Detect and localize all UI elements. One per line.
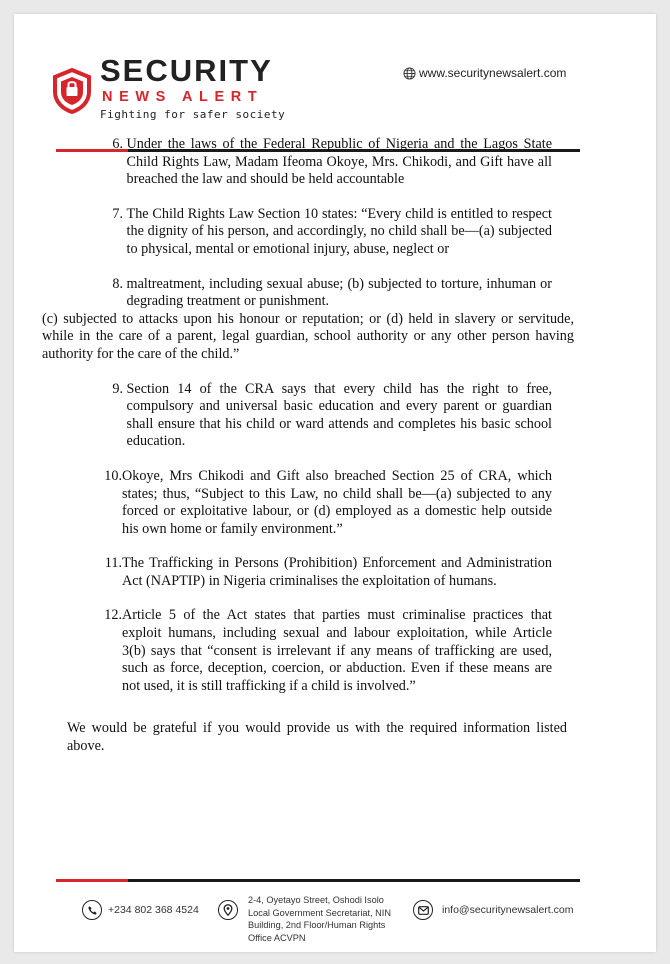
footer-divider	[56, 879, 580, 882]
address-line: 2-4, Oyetayo Street, Oshodi Isolo	[248, 895, 384, 905]
item-number: 10.	[104, 467, 122, 484]
item-number: 8.	[112, 275, 123, 292]
item-text: Section 14 of the CRA says that every child has the right to free, compulsory and universal basic education and every parent or guardian shall ensure that his child or ward attends and completes his basic school education.	[126, 380, 552, 450]
shield-logo-icon	[52, 68, 92, 114]
list-item	[82, 555, 552, 590]
closing-paragraph: We would be grateful if you would provide us with the required information listed above.	[67, 720, 567, 755]
item-number: 11.	[104, 555, 122, 572]
item-continuation: (c) subjected to attacks upon his honour or reputation; or (d) held in slavery or servitude, while in the care of a parent, legal guardian, school authority or any other person having authority for the care of the child.”	[42, 310, 574, 362]
website-link[interactable]	[403, 66, 566, 80]
item-text: Okoye, Mrs Chikodi and Gift also breached Section 25 of CRA, which states; thus, “Subject to this Law, no child shall be—(a) subjected to any forced or exploitative labour, or (d) employed as a domestic help outside his own home or family environment.”	[122, 467, 552, 537]
address-line: Local Government Secretariat, NIN	[248, 907, 391, 918]
list-item	[82, 136, 552, 189]
item-text: The Child Rights Law Section 10 states: “Every child is entitled to respect the dignity of his person, and accordingly, no child shall be—(a) subjected to physical, mental or emotional injury, abuse, neglect or	[126, 205, 552, 257]
item-number: 12.	[104, 607, 122, 624]
item-text: Under the laws of the Federal Republic of Nigeria and the Lagos State Child Rights Law, Madam Ifeoma Okoye, Mrs. Chikodi, and Gift have all breached the law and should be held accountable	[126, 136, 552, 188]
location-pin-icon	[218, 900, 238, 920]
footer-address	[248, 894, 391, 944]
list-item	[82, 276, 552, 311]
website-text: www.securitynewsalert.com	[419, 66, 567, 80]
mail-icon	[413, 900, 433, 920]
item-text: maltreatment, including sexual abuse; (b) subjected to torture, inhuman or degrading treatment or punishment.	[126, 275, 552, 310]
item-number: 7.	[112, 205, 123, 222]
item-number: 9.	[112, 380, 123, 397]
globe-icon	[403, 67, 416, 80]
item-text: The Trafficking in Persons (Prohibition) Enforcement and Administration Act (NAPTIP) in Nigeria criminalises the exploitation of humans.	[122, 555, 552, 589]
address-line: Building, 2nd Floor/Human Rights	[248, 920, 386, 931]
brand-title: SECURITY	[100, 53, 273, 88]
brand-tagline: Fighting for safer society	[100, 108, 286, 121]
item-text: Article 5 of the Act states that parties must criminalise practices that exploit humans, including sexual and labour exploitation, while Article 3(b) says that “consent is irrelevant if any means of trafficking are used, such as force, deception, coercion, or abduction. Even if these means are not used, it is still trafficking if a child is involved.”	[122, 607, 552, 694]
item-number: 6.	[112, 136, 123, 152]
list-item	[82, 381, 552, 451]
list-item	[82, 468, 552, 538]
list-item	[82, 206, 552, 259]
footer-email[interactable]: info@securitynewsalert.com	[442, 904, 574, 916]
phone-icon	[82, 900, 102, 920]
list-item	[82, 607, 552, 695]
brand-subtitle: NEWS ALERT	[102, 89, 264, 105]
document-body	[42, 136, 574, 756]
address-line: Office ACVPN	[248, 932, 306, 943]
footer-phone[interactable]: +234 802 368 4524	[108, 904, 199, 916]
